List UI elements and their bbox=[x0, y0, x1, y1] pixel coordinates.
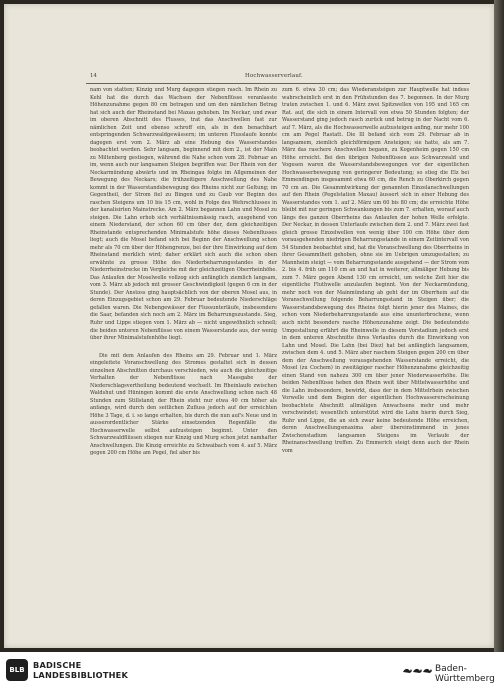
three-lions-icon bbox=[402, 662, 432, 678]
paragraph: Die mit dem Anlaufen des Rheins am 29. Februar und 1. März eingeleitete Voranschwellung des Stromes gestaltet sich in dessen einzelnen Abschnitten durchaus verschieden, wie auch die gleichzeitige Verhalten der Nebenflüsse nach Massgabe der Niederschlagsvertheilung bedeutend wechselt. Im Rheinlaufe zwischen Waldshut und Hüningen kommt die erste Anschwellung schon nach 48 Stunden zum Stillstand; der Rhein steht nur etwa 40 cm höher als anfangs, wird durch den seitlichen Zufluss jedoch auf der erreichten Höhe 3 Tage, d. i. so lange erhalten, bis durch die nun auf's Neue und in ausserordentlicher Stärke einsetzenden Regenfälle die Hochwasserwelle selbst aufzusteigen beginnt. Unter den Schwarzwaldflüssen stiegen nur Kinzig und Murg schon jetzt namhafter Anschwellungen. Die Kinzig erreichte zu Schwaibach vom 4. auf 5. März gegen 200 cm Höhe am Pegel, fiel aber bis bbox=[90, 352, 277, 457]
blb-logo-icon[interactable] bbox=[6, 659, 28, 681]
running-title: Hochwasserverlauf. bbox=[245, 73, 303, 79]
library-name-line-1: BADISCHE bbox=[33, 660, 82, 670]
library-name-line-2: LANDESBIBLIOTHEK bbox=[33, 670, 129, 680]
blb-logo-text: BLB bbox=[9, 666, 25, 674]
text-column-left bbox=[90, 87, 277, 617]
page-edge-shadow bbox=[494, 0, 504, 652]
text-column-right bbox=[282, 87, 469, 617]
library-name[interactable] bbox=[33, 660, 128, 680]
header-rule bbox=[86, 83, 470, 84]
library-footer bbox=[0, 652, 504, 688]
paragraph: zum 6. etwa 30 cm; das Wiederansteigen zur Hauptwelle hat indess wahrscheinlich erst in den Frühstunden des 7. begonnen. In der Murg traten zwischen 1. und 6. März zwei Spitzwellen von 195 und 165 cm Rat. auf, die sich in einem Intervall von etwa 50 Stunden folgten; der Wasserstand ging jedoch rasch zurück und betrug in der Nacht vom 6. auf 7. März, als die Hochwasserwelle aufzusteigen anfing, nur mehr 100 cm am Pegel Rastatt. Die Ill befand sich vom 29. Februar ab in langsamem, ziemlich gleichförmigem Ansteigen; sie hatte, als am 7. März das raschere Anschwellen begann, zu Kogenheim gegen 150 cm Höhe erreicht. Bei den übrigen Nebenflüssen aus Schwarzwald und Vogesen waren die Wasserstandsbewegungen vor der eigentlichen Hochwasserbewegung von geringerer Bedeutung; so stieg die Elz bei Emmendingen insgesammt etwa 60 cm, die Rench zu Oberkirch gegen 70 cm an. Die Gesammtwirkung der genannten Einzelanschwellungen auf den Rhein (Pegelstation Maxau) äussert sich in einer Hebung des Wasserstandes vom 1. auf 2. März um 60 bis 80 cm; die erreichte Höhe bleibt mit nur geringen Schwankungen bis zum 7. erhalten, worauf auch längs des ganzen Oberrheins das Anlaufen der hohen Welle erfolgte. Der Neckar, in dessen Unterlaufe zwischen dem 2. und 7. März zwei fast gleich grosse Einzelwellen von wenig über 100 cm Höhe über dem vorausgehenden niedrigen Beharrungsstande in einem Zeitintervall von 54 Stunden beobachtet sind, hat die Voranschwellung des Oberrheins in ihrer Gesammtheit gehoben, ohne sie im Uebrigen umzugestalten; zu Mannheim steigt — vom Beharrungsstande ausgehend — der Strom vom 2. bis 4. früh um 110 cm an und hat in weiterer, allmäliger Hebung bis zum 7. März gegen Abend 130 cm erreicht, um welche Zeit hier die eigentliche Fluthwelle anzulaufen beginnt. Von der Neckarmündung, mehr noch von der Mainmündung ab geht der im Oberrhein auf die Voranschwellung folgende Beharrungsstand in Steigen über; die Wasserstandsbewegung des Rheins folgt hierin jener des Maines, die schon vom Niederbeharrungsstande aus eine ununterbrochene, wenn auch nicht besonders rasche Höhenzunahme zeigt. Die bedeutendste Umgestaltung erfährt die Rheinwelle in diesem Vorstadium jedoch erst in dem unteren Abschnitte ihres Verlaufes durch die Einwirkung von Lahn und Mosel. Die Lahn (bei Diez) hat bei anfänglich langsamem, zwischen dem 4. und 5. März aber raschem Steigen gegen 200 cm über dem der Anschwellung vorausgehenden Wasserstande erreicht, die Mosel (zu Cochem) in zweitägiger rascher Höhenzunahme gleichzeitig einen Stand von nahezu 300 cm über jener Niederwasserhöhe. Die beiden Nebenflüsse heben den Rhein weit über Mittelwasserhöhe und die Lahn insbesondere, bewirkt, dass der in dem Mittelrhein zwischen Vorwelle und dem Beginn der eigentlichen Hochwassererscheinung beobachtete Abschnitt allmäligen Anwachsens mehr und mehr verschwindet; wesentlich unterstützt wird die Lahn hierin durch Sieg, Ruhr und Lippe, die an sich zwar keine bedeutende Höhe erreichen, deren Anschwellungsmaxima aber übereinstimmend in jenes Zwischenstadium langsamen Steigens im Verlaufe der Rheinanschwellung treffen. Zu Emmerich steigt denn auch der Rhein vom bbox=[282, 87, 469, 454]
running-header bbox=[78, 73, 470, 83]
state-name[interactable]: Baden-Württemberg bbox=[435, 664, 495, 684]
paragraph: nam von statten; Kinzig und Murg dagegen stiegen rasch. Im Rhein zu Kehl hat die durch das Wachsen der Nebenflüsse veranlasste Höhenzunahme gegen 80 cm betragen und um den nämlichen Betrag hat sich auch der Rheinstand bei Maxau gehoben. Im Neckar, und zwar im oberen Abschnitt des Flusses, trat das Anschwellen fast zur nämlichen Zeit und ebenso schroff ein, als in den benachbart entspringenden Schwarzwaldgewässern; im unteren Flusslaufe konnte dagegen erst vom 2. März ab eine Hebung des Wasserstandes beobachtet werden. Sehr langsam, beginnend mit dem 2., ist der Main zu Miltenberg gestiegen, während die Nahe schon vom 28. Februar an im, wenn auch nur langsamen Steigen begriffen war. Der Rhein von der Neckarmündung abwärts und im Rheingau folgte im Allgemeinen der Bewegung des Neckars; die frühzeitigere Anschwellung des Nahe kommt in der Wasserstandsbewegung des Rheins nicht zur Geltung; im Gegentheil, der Strom fiel zu Bingen und zu Caub vor Beginn des raschen Steigens um 10 bis 15 cm, wohl in Folge des Wehrschlusses in der kanalisirten Mainstrecke. Am 2. März begannen Lahn und Mosel zu steigen. Die Lahn erhob sich verhältnissmässig rasch, ausgehend von einem Niederstand, der schon 60 cm über der, dem gleichzeitigen Rheinstande entsprechenden Minimalstufe höhe dieses Nebenflusses liegt; auch die Mosel befand sich bei Beginn der Anschwellung schon mehr als 70 cm über der Höhengrenze, bei der ihre Einwirkung auf dem Rheinstand merklich wird; daher erklärt sich auch die schon oben erwähnte zu grosse Höhe des Niederbeharrungsstandes in der Niederrheinstrecke im Vergleiche mit der gleichzeitigen Oberrheinhöhe. Das Anlaufen der Moselwelle vollzog sich anfänglich ziemlich langsam, vom 3. März ab jedoch mit grosser Geschwindigkeit (gegen 6 cm in der Stunde). Der Anstoss ging hauptsächlich von der oberen Mosel aus, in deren Einzugsgebiet schon am 29. Februar bedeutende Niederschläge gefallen waren. Die Nebengewässer der Flussunterläufe, insbesondere die Saar, befanden sich noch am 2. März im Beharrungszustande. Sieg, Ruhr und Lippe stiegen vom 1. März ab — nicht ungewöhnlich schnell; die beiden unteren Nebenflüsse von einem Wasserstande aus, der wenig über ihrer Minimalstufenhöhe liegt. bbox=[90, 87, 277, 342]
page-number: 14 bbox=[90, 73, 97, 79]
